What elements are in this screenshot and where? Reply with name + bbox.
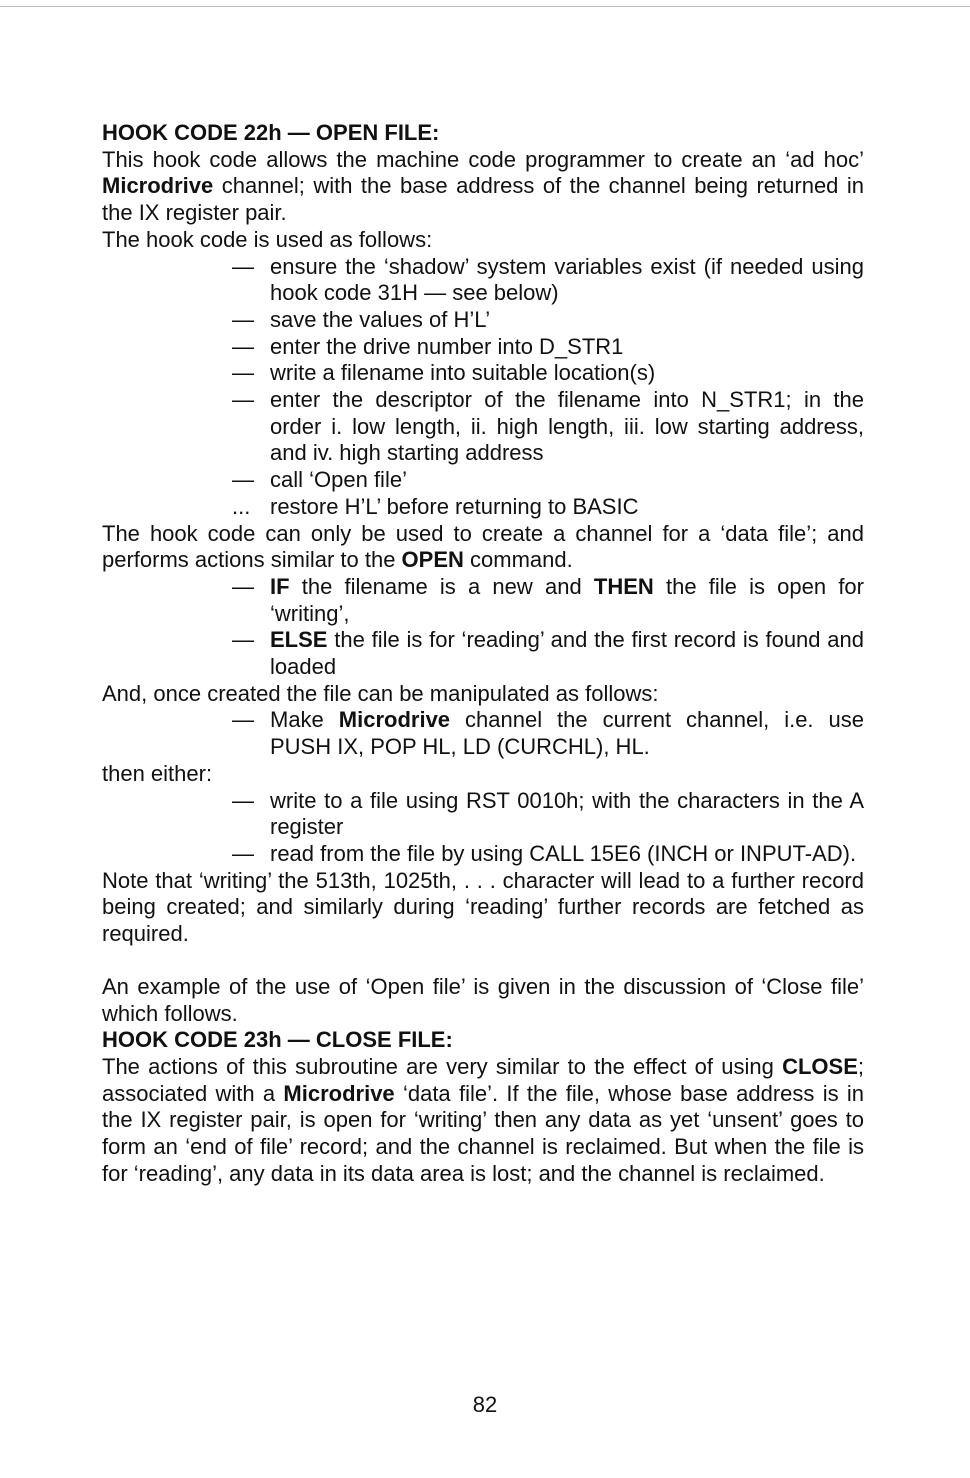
close-text-2: ; associated with a — [102, 1053, 864, 1106]
make-text-1: Make — [270, 707, 339, 733]
intro-paragraph — [102, 147, 864, 227]
keyword-then: THEN — [593, 573, 654, 599]
keyword-if: IF — [270, 573, 290, 599]
list-item-text: restore H’L’ before returning to BASIC — [270, 493, 639, 519]
intro-text-1: This hook code allows the machine code programmer to create an ‘ad hoc’ — [102, 146, 864, 172]
datafile-paragraph — [102, 521, 864, 574]
make-list — [102, 707, 864, 760]
list-item — [232, 333, 864, 361]
io-steps-list — [102, 788, 864, 868]
close-paragraph — [102, 1054, 864, 1188]
top-rule — [0, 6, 970, 7]
example-paragraph: An example of the use of ‘Open file’ is given in the discussion of ‘Close file’ which follows. — [102, 973, 864, 1026]
list-item — [232, 360, 864, 387]
close-text-3: ‘data file’. If the file, whose base address is in the IX register pair, is open for ‘writing’ then any data as yet ‘unsent’ goes to form an ‘end of file’ record; and the channel is reclaimed. But when the file is for ‘reading’, any data in its data area is lost; and the channel is reclaimed. — [102, 1080, 864, 1186]
section-heading-close-file: HOOK CODE 23h — CLOSE FILE: — [102, 1027, 453, 1053]
section-heading-open-file: HOOK CODE 22h — OPEN FILE: — [102, 120, 440, 145]
list-item — [232, 306, 864, 334]
list-item-text: enter the drive number into D_STR1 — [270, 333, 624, 359]
list-item — [232, 387, 864, 467]
list-item-text: read from the file by using CALL 15E6 (INCH or INPUT-AD). — [270, 840, 857, 866]
close-text-1: The actions of this subroutine are very similar to the effect of using — [102, 1053, 783, 1079]
page-number: 82 — [472, 1392, 498, 1417]
usage-line: The hook code is used as follows: — [102, 226, 433, 252]
intro-text-2: channel; with the base address of the channel being returned in the IX register pair. — [102, 173, 864, 226]
list-item-text: save the values of H’L’ — [270, 306, 491, 332]
conditions-list — [102, 574, 864, 681]
list-item-text: enter the descriptor of the filename into N_STR1; in the order i. low length, ii. high length, iii. low starting address, and iv. high starting address — [270, 387, 864, 466]
list-item — [232, 493, 864, 521]
dash-marker: — — [232, 840, 254, 866]
make-text-2: channel the current channel, i.e. use PUSH IX, POP HL, LD (CURCHL), HL. — [270, 707, 864, 760]
else-text: the file is for ‘reading’ and the first record is found and loaded — [270, 627, 864, 680]
dash-marker: — — [232, 333, 254, 359]
list-item — [232, 840, 864, 868]
if-text-2: the file is open for ‘writing’, — [270, 573, 864, 626]
dash-marker: — — [232, 306, 254, 332]
dash-marker: — — [232, 387, 254, 413]
dash-marker: — — [232, 787, 254, 813]
list-item — [232, 253, 864, 307]
list-item-text: write a filename into suitable location(s) — [270, 360, 656, 386]
list-item-text: write to a file using RST 0010h; with the characters in the A register — [270, 787, 864, 840]
if-text-1: the filename is a new and — [289, 573, 594, 599]
dash-marker: — — [232, 573, 254, 599]
list-item-make — [232, 707, 864, 760]
make-bold-microdrive: Microdrive — [338, 707, 451, 733]
list-item — [232, 467, 864, 494]
list-item — [232, 787, 864, 841]
datafile-text-1: The hook code can only be used to create a channel for a ‘data file’; and performs actions similar to the — [102, 520, 864, 573]
datafile-bold-open: OPEN — [401, 547, 464, 573]
dash-marker: — — [232, 253, 254, 279]
note-paragraph: Note that ‘writing’ the 513th, 1025th, . . . character will lead to a further record being created; and similarly during ‘reading’ further records are fetched as required. — [102, 867, 864, 947]
dash-marker: — — [232, 707, 254, 733]
dash-marker: — — [232, 360, 254, 386]
close-bold-microdrive: Microdrive — [283, 1080, 395, 1106]
datafile-text-2: command. — [463, 547, 573, 573]
list-item-if — [232, 573, 864, 627]
page-body — [102, 120, 864, 1187]
list-item-text: call ‘Open file’ — [270, 467, 407, 493]
close-bold-close: CLOSE — [782, 1053, 858, 1079]
list-item-else — [232, 627, 864, 680]
keyword-else: ELSE — [270, 627, 328, 653]
dash-marker: — — [232, 467, 254, 493]
then-either-line: then either: — [102, 760, 213, 786]
open-steps-list — [102, 254, 864, 521]
list-item-text: ensure the ‘shadow’ system variables exist (if needed using hook code 31H — see below) — [270, 253, 864, 306]
manipulate-line: And, once created the file can be manipulated as follows: — [102, 680, 659, 706]
paragraph-gap — [102, 948, 864, 974]
dash-marker: — — [232, 627, 254, 653]
ellipsis-marker: ... — [232, 493, 251, 519]
intro-bold-microdrive: Microdrive — [102, 173, 214, 199]
